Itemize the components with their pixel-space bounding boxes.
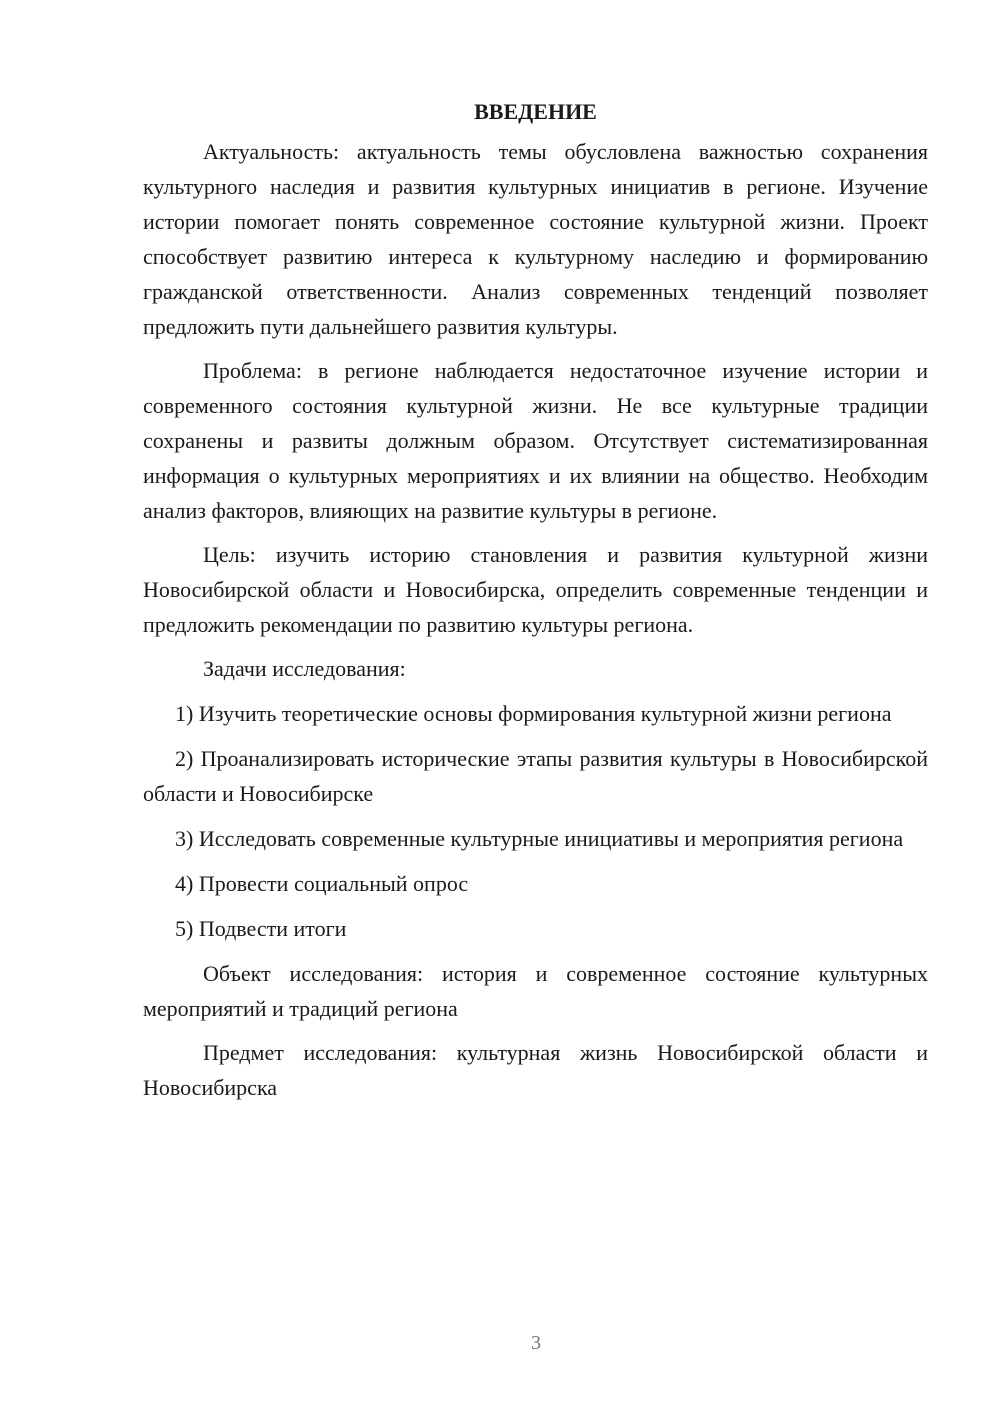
page-title: ВВЕДЕНИЕ [474,99,597,124]
task-item-2: 2) Проанализировать исторические этапы развития культуры в Новосибирской области и Новосибирске [143,746,928,806]
subject-paragraph: Предмет исследования: культурная жизнь Новосибирской области и Новосибирска [143,1040,928,1100]
page-number: 3 [531,1332,541,1354]
problem-paragraph: Проблема: в регионе наблюдается недостаточное изучение истории и современного состояния культурной жизни. Не все культурные традиции сохранены и развиты должным образом. Отсутствует систематизированная информация о культурных мероприятиях и их влиянии на общество. Необходим анализ факторов, влияющих на развитие культуры в регионе. [143,358,928,523]
task-item-3: 3) Исследовать современные культурные инициативы и мероприятия региона [175,826,904,851]
task-item-4: 4) Провести социальный опрос [175,871,469,896]
goal-paragraph: Цель: изучить историю становления и развития культурной жизни Новосибирской области и Новосибирска, определить современные тенденции и предложить рекомендации по развитию культуры региона. [143,542,928,637]
task-item-1: 1) Изучить теоретические основы формирования культурной жизни региона [175,701,892,726]
task-item-5: 5) Подвести итоги [175,916,347,941]
object-paragraph: Объект исследования: история и современное состояние культурных мероприятий и традиций региона [143,961,928,1021]
tasks-title: Задачи исследования: [203,656,406,681]
page-content [143,94,928,1114]
relevance-paragraph: Актуальность: актуальность темы обусловлена важностью сохранения культурного наследия и развития культурных инициатив в регионе. Изучение истории помогает понять современное состояние культурной жизни. Проект способствует развитию интереса к культурному наследию и формированию гражданской ответственности. Анализ современных тенденций позволяет предложить пути дальнейшего развития культуры. [143,139,928,339]
